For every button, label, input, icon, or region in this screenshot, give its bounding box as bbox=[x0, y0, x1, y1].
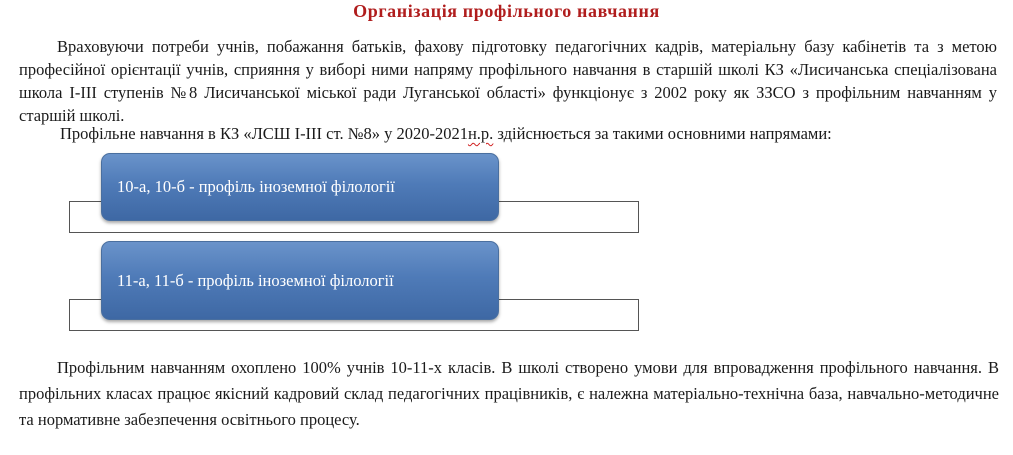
summary-paragraph: Профільним навчанням охоплено 100% учнів 10-11-х класів. В школі створено умови для впровадження профільного навчання. В профільних класах працює якісний кадровий склад педагогічних працівників, є належна матеріально-технічна база, навчально-методичне та нормативне забезпечення освітнього процесу. bbox=[19, 358, 999, 429]
spellcheck-marked-word: н.р. bbox=[467, 124, 494, 143]
profile-directions-text: Профільне навчання в КЗ «ЛСШ І-ІІІ ст. №8» у 2020-2021 bbox=[60, 124, 468, 143]
profile-label-11: 11-а, 11-б - профіль іноземної філології bbox=[117, 270, 394, 290]
profile-directions-paragraph bbox=[60, 122, 1000, 145]
profile-label-10: 10-а, 10-б - профіль іноземної філології bbox=[117, 177, 395, 196]
profile-pill-10 bbox=[101, 153, 499, 221]
document-title: Організація профільного навчання bbox=[353, 1, 660, 21]
intro-paragraph: Враховуючи потреби учнів, побажання батьків, фахову підготовку педагогічних кадрів, матеріальну базу кабінетів та з метою професійної орієнтації учнів, сприяння у виборі ними напряму профільного навчання в старшій школі КЗ «Лисичанська спеціалізована школа І-ІІІ ступенів №8 Лисичанської міської ради Луганської області» функціонує з 2002 року як ЗЗСО з профільним навчанням у старшій школі. bbox=[19, 37, 997, 125]
profile-directions-text-end: здійснюється за такими основними напрямами: bbox=[493, 124, 832, 143]
profile-pill-11 bbox=[101, 241, 499, 320]
